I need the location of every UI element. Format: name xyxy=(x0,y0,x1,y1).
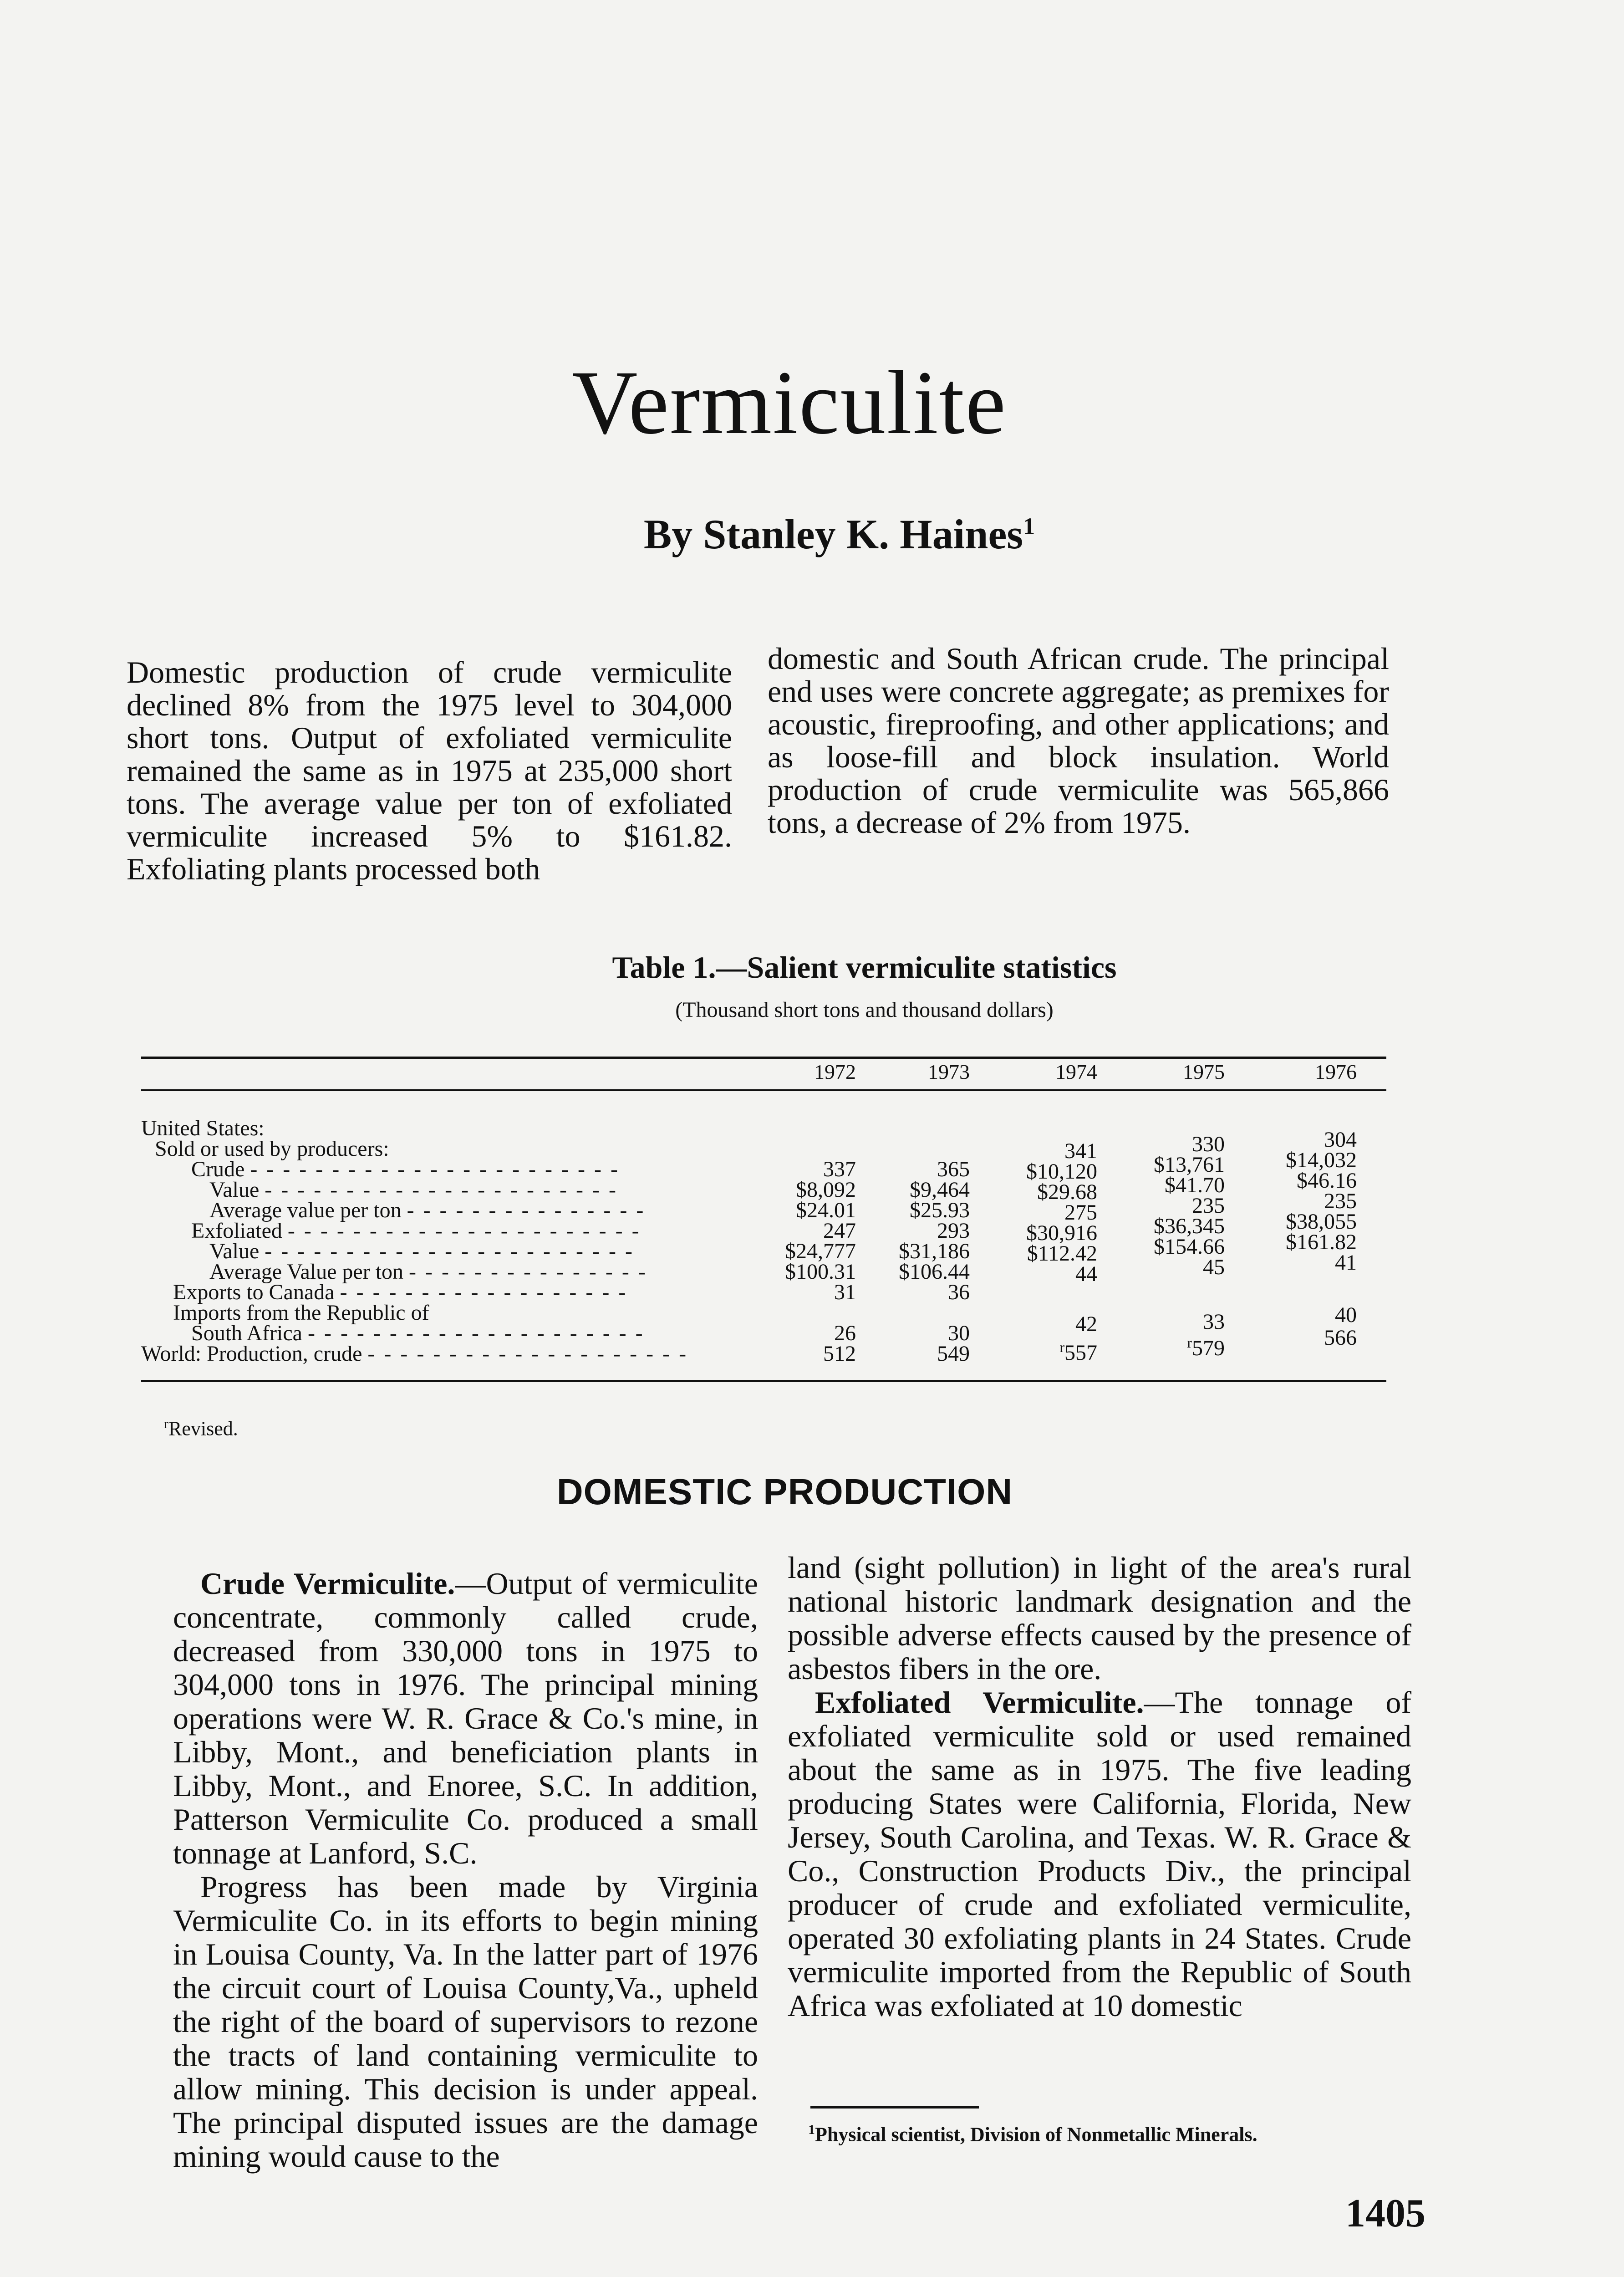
author-name: By Stanley K. Haines xyxy=(643,511,1023,557)
year-header: 1972 xyxy=(814,1060,856,1083)
table-cell: $41.70 xyxy=(1165,1173,1225,1197)
row-label-average-value: Average Value per ton - - - - - - - - - - - - - - - xyxy=(209,1260,647,1284)
table-cell: $106.44 xyxy=(899,1260,970,1284)
year-header: 1974 xyxy=(1055,1060,1097,1083)
table-cell: 40 xyxy=(1335,1303,1357,1327)
author-footnote-mark: 1 xyxy=(1023,513,1035,540)
row-label-sold: Sold or used by producers: xyxy=(155,1137,389,1161)
table-cell: $8,092 xyxy=(796,1178,856,1202)
table-subtitle: (Thousand short tons and thousand dollars) xyxy=(675,998,1054,1022)
table-cell: $36,345 xyxy=(1154,1214,1225,1238)
table-cell: 235 xyxy=(1324,1189,1357,1213)
table-cell: $30,916 xyxy=(1026,1221,1097,1245)
table-cell: 275 xyxy=(1064,1200,1097,1225)
table-cell-revised: $^r$557 xyxy=(1059,1339,1097,1365)
table-cell: 41 xyxy=(1335,1251,1357,1275)
table-bottom-rule xyxy=(141,1380,1386,1382)
table-cell: 247 xyxy=(823,1219,856,1243)
table-cell-revised: $^r$579 xyxy=(1187,1334,1225,1360)
abstract-left-column: Domestic production of crude vermiculite declined 8% from the 1975 level to 304,000 short tons. Output of exfoliated vermiculite remained the same as in 1975 at 235,000 short tons. The average value per ton of exfoliated vermiculite increased 5% to $161.82. Exfoliating plants processed both xyxy=(127,655,732,886)
table-top-rule xyxy=(141,1057,1386,1059)
table-cell: 304 xyxy=(1324,1128,1357,1152)
table-cell: $46.16 xyxy=(1297,1169,1357,1193)
table-cell: 235 xyxy=(1192,1194,1225,1218)
article-title: Vermiculite xyxy=(571,352,1007,453)
abstract-right-column: domestic and South African crude. The principal end uses were concrete aggregate; as premixes for acoustic, fireproofing, and other applications; and as loose-fill and block insulation. World production of crude vermiculite was 565,866 tons, a decrease of 2% from 1975. xyxy=(768,641,1390,840)
table-cell: $154.66 xyxy=(1154,1235,1225,1259)
table-cell: 365 xyxy=(937,1157,970,1181)
table-cell: $38,055 xyxy=(1286,1210,1357,1234)
paragraph-continuation: land (sight pollution) in light of the area's rural national historic landmark designation and the possible adverse effects caused by the presence of asbestos fibers in the ore. xyxy=(788,1550,1411,1686)
table-cell: 31 xyxy=(834,1280,856,1304)
paragraph-progress: Progress has been made by Virginia Vermiculite Co. in its efforts to begin mining in Louisa County, Va. In the latter part of 1976 the circuit court of Louisa County,Va., upheld the right of the board of supervisors to rezone the tracts of land containing vermiculite to allow mining. This decision is under appeal. The principal disputed issues are the damage mining would cause to the xyxy=(173,1869,758,2174)
section-heading: DOMESTIC PRODUCTION xyxy=(556,1471,1013,1512)
table-cell: $24.01 xyxy=(796,1198,856,1222)
table-header-rule xyxy=(141,1089,1386,1091)
run-in-heading: Exfoliated Vermiculite. xyxy=(815,1685,1144,1720)
table-cell: $13,761 xyxy=(1154,1153,1225,1177)
row-label-united-states: United States: xyxy=(141,1116,265,1140)
table-cell: 33 xyxy=(1203,1310,1225,1334)
table-note: $^r$Revised. xyxy=(164,1416,238,1440)
table-cell: 36 xyxy=(948,1280,970,1304)
byline xyxy=(27,510,1624,558)
table-cell: 549 xyxy=(937,1342,970,1366)
table-cell: 26 xyxy=(834,1321,856,1345)
row-label-south-africa: South Africa - - - - - - - - - - - - - - - - - - - - - xyxy=(191,1321,645,1345)
table-cell: 512 xyxy=(823,1342,856,1366)
run-in-heading: Crude Vermiculite. xyxy=(200,1566,455,1601)
row-label-average-value: Average value per ton - - - - - - - - - - - - - - - xyxy=(209,1198,646,1222)
table-cell: 30 xyxy=(948,1321,970,1345)
row-label-crude: Crude - - - - - - - - - - - - - - - - - - - - - - - xyxy=(191,1157,620,1181)
table-cell: $100.31 xyxy=(785,1260,856,1284)
table-cell: $9,464 xyxy=(910,1178,970,1202)
table-cell: 330 xyxy=(1192,1132,1225,1156)
table-cell: $29.68 xyxy=(1037,1180,1097,1204)
table-cell: 337 xyxy=(823,1157,856,1181)
body-left-column xyxy=(173,1567,758,2173)
footnote-rule xyxy=(810,2106,979,2109)
paragraph-crude-vermiculite: Crude Vermiculite.—Output of vermiculite concentrate, commonly called crude, decreased from 330,000 tons in 1975 to 304,000 tons in 1976. The principal mining operations were W. R. Grace & Co.'s mine, in Libby, Mont., and beneficiation plants in Libby, Mont., and Enoree, S.C. In addition, Patterson Vermiculite Co. produced a small tonnage at Lanford, S.C. xyxy=(173,1566,758,1870)
row-label-world: World: Production, crude - - - - - - - - - - - - - - - - - - - - xyxy=(141,1342,688,1366)
table-cell: 341 xyxy=(1064,1139,1097,1163)
table-cell: $31,186 xyxy=(899,1239,970,1263)
table-cell: 293 xyxy=(937,1219,970,1243)
page-number: 1405 xyxy=(1345,2191,1425,2236)
table-cell: $14,032 xyxy=(1286,1148,1357,1172)
row-label-exfoliated: Exfoliated - - - - - - - - - - - - - - - - - - - - - - xyxy=(191,1219,641,1243)
year-header: 1973 xyxy=(928,1060,970,1083)
row-label-exports: Exports to Canada - - - - - - - - - - - - - - - - - - xyxy=(173,1280,628,1304)
table-cell: $24,777 xyxy=(785,1239,856,1263)
footnote: $^1$Physical scientist, Division of Nonmetallic Minerals. xyxy=(808,2122,1257,2146)
row-label-value: Value - - - - - - - - - - - - - - - - - - - - - - xyxy=(209,1178,618,1202)
table-cell: $25.93 xyxy=(910,1198,970,1222)
year-header: 1975 xyxy=(1183,1060,1225,1083)
body-right-column xyxy=(788,1551,1411,2022)
year-header: 1976 xyxy=(1315,1060,1357,1083)
row-label-value: Value - - - - - - - - - - - - - - - - - - - - - - - xyxy=(209,1239,634,1263)
table-cell: 45 xyxy=(1203,1255,1225,1279)
table-cell: $161.82 xyxy=(1286,1230,1357,1254)
table-cell: 566 xyxy=(1324,1326,1357,1350)
table-title: Table 1.—Salient vermiculite statistics xyxy=(612,950,1117,985)
row-label-imports: Imports from the Republic of xyxy=(173,1301,429,1325)
table-cell: $10,120 xyxy=(1026,1159,1097,1184)
table-cell: $112.42 xyxy=(1027,1241,1097,1266)
table-cell: 42 xyxy=(1075,1312,1097,1336)
table-cell: 44 xyxy=(1075,1262,1097,1286)
paragraph-exfoliated-vermiculite: Exfoliated Vermiculite.—The tonnage of exfoliated vermiculite sold or used remained about the same as in 1975. The five leading producing States were California, Florida, New Jersey, South Carolina, and Texas. W. R. Grace & Co., Construction Products Div., the principal producer of crude and exfoliated vermiculite, operated 30 exfoliating plants in 24 States. Crude vermiculite imported from the Republic of South Africa was exfoliated at 10 domestic xyxy=(788,1685,1411,2023)
